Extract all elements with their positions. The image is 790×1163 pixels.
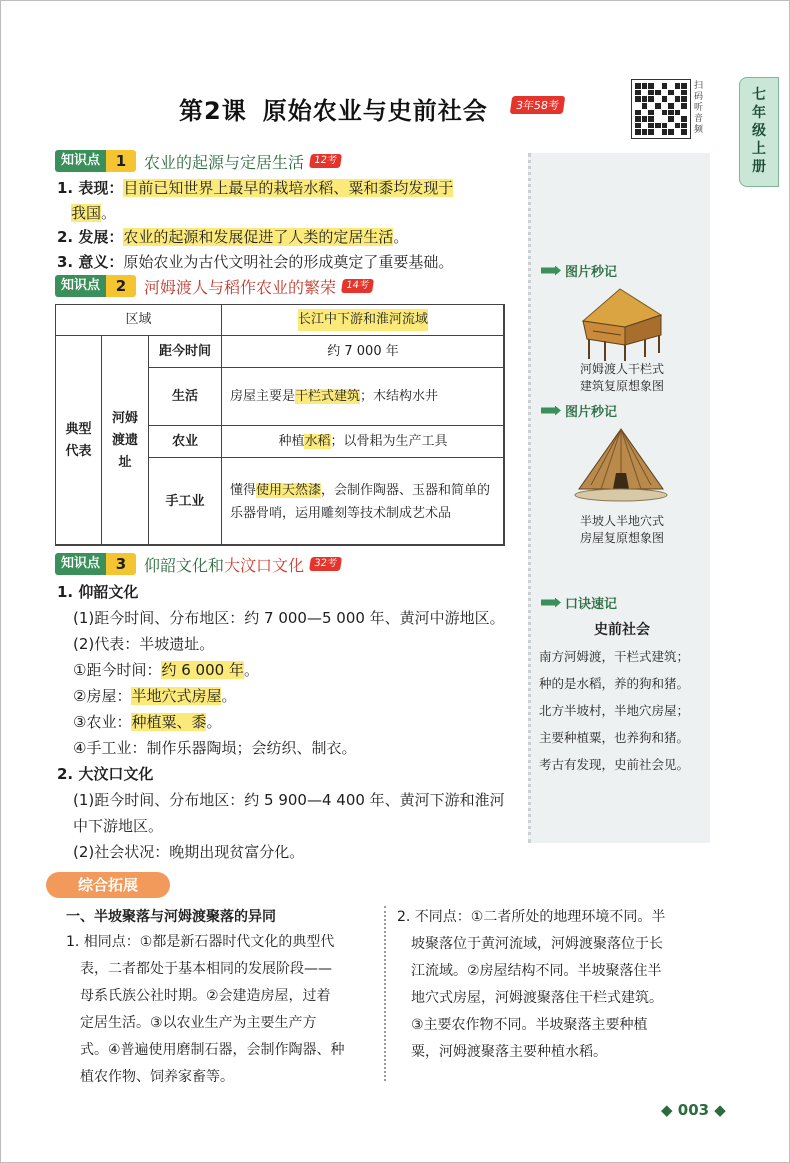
table-region-value: 长江中下游和淮河流域 [221, 304, 505, 336]
sidebar-heading-mnemonic: 口诀速记 [541, 593, 617, 612]
kp1-item-1: 1. 表现：目前已知世界上最早的栽培水稻、粟和黍均发现于 [57, 179, 454, 197]
table-row-value: 房屋主要是干栏式建筑；木结构水井 [221, 367, 505, 426]
kp-number: 3 [106, 553, 136, 575]
stilt-house-illustration [565, 283, 675, 363]
kp-tag: 知识点 [55, 150, 106, 172]
kp-number: 1 [106, 150, 136, 172]
dawenkou-line: (1)距今时间、分布地区：约 5 900—4 400 年、黄河下游和淮河 [73, 791, 505, 809]
kp-exam-badge: 12考 [309, 154, 342, 168]
extension-left-body: 1. 相同点：①都是新石器时代文化的典型代 表，二者都处于基本相同的发展阶段—— 母系氏族公社时期。②会建造房屋，过着 定居生活。③以农业生产为主要生产方 式。④普遍使用磨制石器，会制作陶器、种 植农作物、饲养家畜等。 [66, 934, 345, 1085]
banpo-line: ②房屋：半地穴式房屋。 [73, 687, 237, 705]
mnemonic-poem: 南方河姆渡，干栏式建筑； 种的是水稻，养的狗和猪。 北方半坡村，半地穴房屋； 主要种植粟，也养狗和猪。 考古有发现，史前社会见。 [539, 649, 690, 772]
table-row-key: 生活 [148, 367, 222, 426]
kp1-item-2: 2. 发展：农业的起源和发展促进了人类的定居生活。 [57, 228, 409, 246]
kp1-item-1-cont: 我国。 [71, 204, 117, 222]
yangshao-line: (1)距今时间、分布地区：约 7 000—5 000 年、黄河中游地区。 [73, 609, 505, 627]
column-divider [384, 906, 386, 1081]
extension-left-heading: 一、半坡聚落与河姆渡聚落的异同 [66, 909, 276, 925]
banpo-line: ③农业：种植粟、黍。 [73, 713, 222, 731]
table-row-value: 种植水稻；以骨耜为生产工具 [221, 425, 505, 458]
sidebar-heading-picture-1: 图片秒记 [541, 261, 617, 280]
table-header-region: 区域 [55, 304, 222, 336]
kp-tag: 知识点 [55, 553, 106, 575]
hemudu-table [55, 304, 504, 545]
kp-number: 2 [106, 275, 136, 297]
kp-exam-badge: 14考 [341, 279, 374, 293]
qr-label: 扫 码 听 音 频 [694, 81, 704, 135]
yangshao-heading: 1. 仰韶文化 [57, 583, 139, 601]
semi-pit-house-illustration [571, 425, 671, 507]
kp-exam-badge: 32考 [309, 557, 342, 571]
arrow-icon [541, 266, 561, 276]
lesson-number: 第2课 [179, 97, 247, 125]
kp-title: 河姆渡人与稻作农业的繁荣 [144, 277, 337, 297]
qr-code[interactable] [631, 79, 691, 139]
table-typical: 典型代表 [55, 335, 102, 546]
banpo-line: ①距今时间：约 6 000 年。 [73, 661, 259, 679]
table-row-key: 农业 [148, 425, 222, 458]
extension-right-body: 2. 不同点：①二者所处的地理环境不同。半 坡聚落位于黄河流域，河姆渡聚落位于长 江流域。②房屋结构不同。半坡聚落住半 地穴式房屋，河姆渡聚落住干栏式建筑。 ③主要农作物不同。半坡聚落主要种植 粟，河姆渡聚落主要种植水稻。 [397, 909, 666, 1060]
dawenkou-heading: 2. 大汶口文化 [57, 765, 154, 783]
poem-title: 史前社会 [594, 622, 650, 638]
table-site: 河姆渡遗址 [101, 335, 149, 546]
table-row-key: 手工业 [148, 457, 222, 546]
kp-tag: 知识点 [55, 275, 106, 297]
kp-title-part-a: 仰韶文化和 [144, 555, 225, 575]
table-row-value: 约 7 000 年 [221, 335, 505, 368]
yangshao-line: (2)代表：半坡遗址。 [73, 635, 215, 653]
page-number: ◆ 003 ◆ [661, 1101, 726, 1119]
sidebar-heading-picture-2: 图片秒记 [541, 401, 617, 420]
knowledge-point-1-heading [55, 150, 341, 172]
kp-title: 农业的起源与定居生活 [144, 152, 305, 172]
caption-semi-pit-house: 半坡人半地穴式 房屋复原想象图 [579, 514, 664, 545]
extension-badge: 综合拓展 [46, 872, 170, 898]
banpo-line: ④手工业：制作乐器陶埙；会纺织、制衣。 [73, 739, 357, 757]
table-row-value: 懂得使用天然漆，会制作陶器、玉器和简单的乐器骨哨，运用雕刻等技术制成艺术品 [221, 457, 505, 546]
grade-tab: 七 年 级 上 册 [739, 77, 779, 187]
table-row-key: 距今时间 [148, 335, 222, 368]
page-title [179, 91, 488, 126]
arrow-icon [541, 598, 561, 608]
knowledge-point-2-heading [55, 275, 373, 297]
arrow-icon [541, 406, 561, 416]
dawenkou-line: (2)社会状况：晚期出现贫富分化。 [73, 843, 305, 861]
dawenkou-line: 中下游地区。 [73, 817, 164, 835]
caption-stilt-house: 河姆渡人干栏式 建筑复原想象图 [579, 362, 664, 393]
knowledge-point-3-heading [55, 553, 341, 575]
exam-count-badge: 3年58考 [510, 96, 566, 114]
kp-title-part-b: 大汶口文化 [224, 555, 305, 575]
kp1-item-3: 3. 意义：原始农业为古代文明社会的形成奠定了重要基础。 [57, 253, 454, 271]
memory-sidebar [528, 153, 710, 843]
lesson-name: 原始农业与史前社会 [262, 97, 488, 125]
